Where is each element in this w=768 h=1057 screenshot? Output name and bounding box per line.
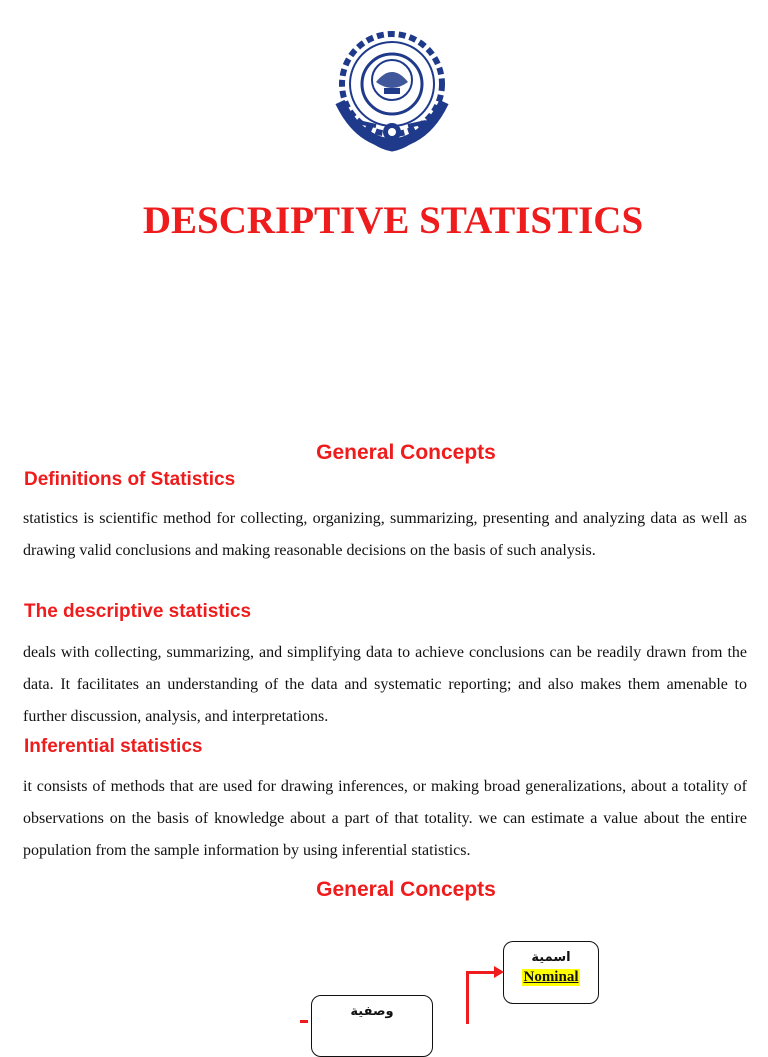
heading-inferential: Inferential statistics: [24, 736, 203, 757]
diagram-node-qualitative: [311, 995, 433, 1057]
diagram-connector-horizontal: [466, 971, 496, 974]
diagram-connector-stub: [300, 1020, 308, 1023]
node-nominal-arabic: اسمية: [531, 950, 571, 965]
heading-definitions: Definitions of Statistics: [24, 469, 236, 490]
node-qualitative-arabic: وصفية: [350, 1004, 394, 1019]
diagram-connector-vertical: [466, 972, 469, 1024]
document-title: DESCRIPTIVE STATISTICS: [142, 199, 644, 242]
paragraph-definitions: statistics is scientific method for collecting, organizing, summarizing, presenting and analyzing data as well as drawing valid conclusions and making reasonable decisions on the basis of such analysis.: [23, 510, 747, 559]
university-seal-logo: [318, 22, 466, 170]
heading-descriptive: The descriptive statistics: [24, 601, 252, 622]
arrow-head-icon: [494, 966, 504, 978]
diagram-node-nominal: [503, 941, 599, 1004]
section-title-general-concepts: General Concepts: [316, 441, 496, 464]
seal-icon: [318, 22, 466, 170]
section-title-general-concepts-2: General Concepts: [316, 878, 496, 901]
paragraph-descriptive: deals with collecting, summarizing, and simplifying data to achieve conclusions can be readily drawn from the data. It facilitates an understanding of the data and systematic reporting; and also makes them amenable to further discussion, analysis, and interpretations.: [23, 644, 747, 725]
paragraph-inferential: it consists of methods that are used for drawing inferences, or making broad generalizations, about a totality of observations on the basis of knowledge about a part of that totality. we can estimate a value about the entire population from the sample information by using inferential statistics.: [23, 778, 747, 859]
node-nominal-english: Nominal: [523, 969, 579, 985]
